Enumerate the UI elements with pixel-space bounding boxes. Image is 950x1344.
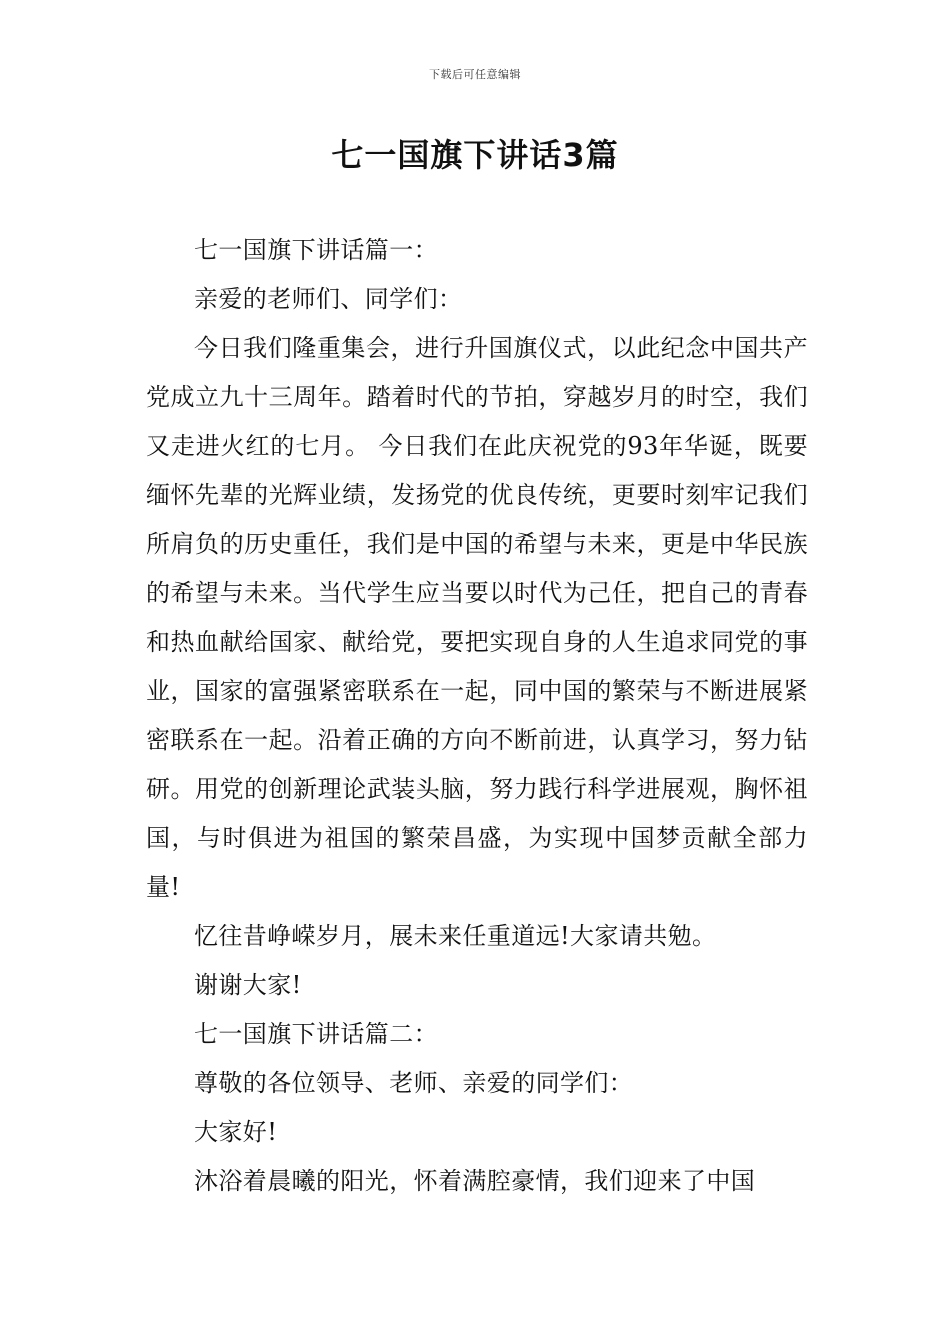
body-paragraph: 今日我们隆重集会，进行升国旗仪式，以此纪念中国共产党成立九十三周年。踏着时代的节拍，穿越岁月的时空，我们又走进火红的七月。 今日我们在此庆祝党的93年华诞，既要缅怀先辈的光辉业绩，发扬党的优良传统，更要时刻牢记我们所肩负的历史重任，我们是中国的希望与未来，更是中华民族的希望与未来。当代学生应当要以时代为己任，把自己的青春和热血献给国家、献给党，要把实现自身的人生追求同党的事业，国家的富强紧密联系在一起，同中国的繁荣与不断进展紧密联系在一起。沿着正确的方向不断前进，认真学习，努力钻研。用党的创新理论武装头脑，努力践行科学进展观，胸怀祖国，与时俱进为祖国的繁荣昌盛，为实现中国梦贡献全部力量! (146, 334, 808, 901)
closing-line: 谢谢大家! (194, 971, 302, 999)
section-heading-2: 七一国旗下讲话篇二： (194, 1020, 438, 1048)
body-paragraph: 沐浴着晨曦的阳光，怀着满腔豪情，我们迎来了中国 (194, 1167, 756, 1195)
document-body (146, 226, 808, 1206)
greeting-line: 大家好! (194, 1118, 278, 1146)
document-title: 七一国旗下讲话3篇 (331, 136, 619, 174)
salutation-1: 亲爱的老师们、同学们： (194, 285, 463, 313)
section-heading-1: 七一国旗下讲话篇一： (194, 236, 438, 264)
header-note: 下载后可任意编辑 (429, 68, 521, 81)
body-paragraph: 忆往昔峥嵘岁月，展未来任重道远!大家请共勉。 (194, 922, 717, 950)
salutation-2: 尊敬的各位领导、老师、亲爱的同学们： (194, 1069, 634, 1097)
